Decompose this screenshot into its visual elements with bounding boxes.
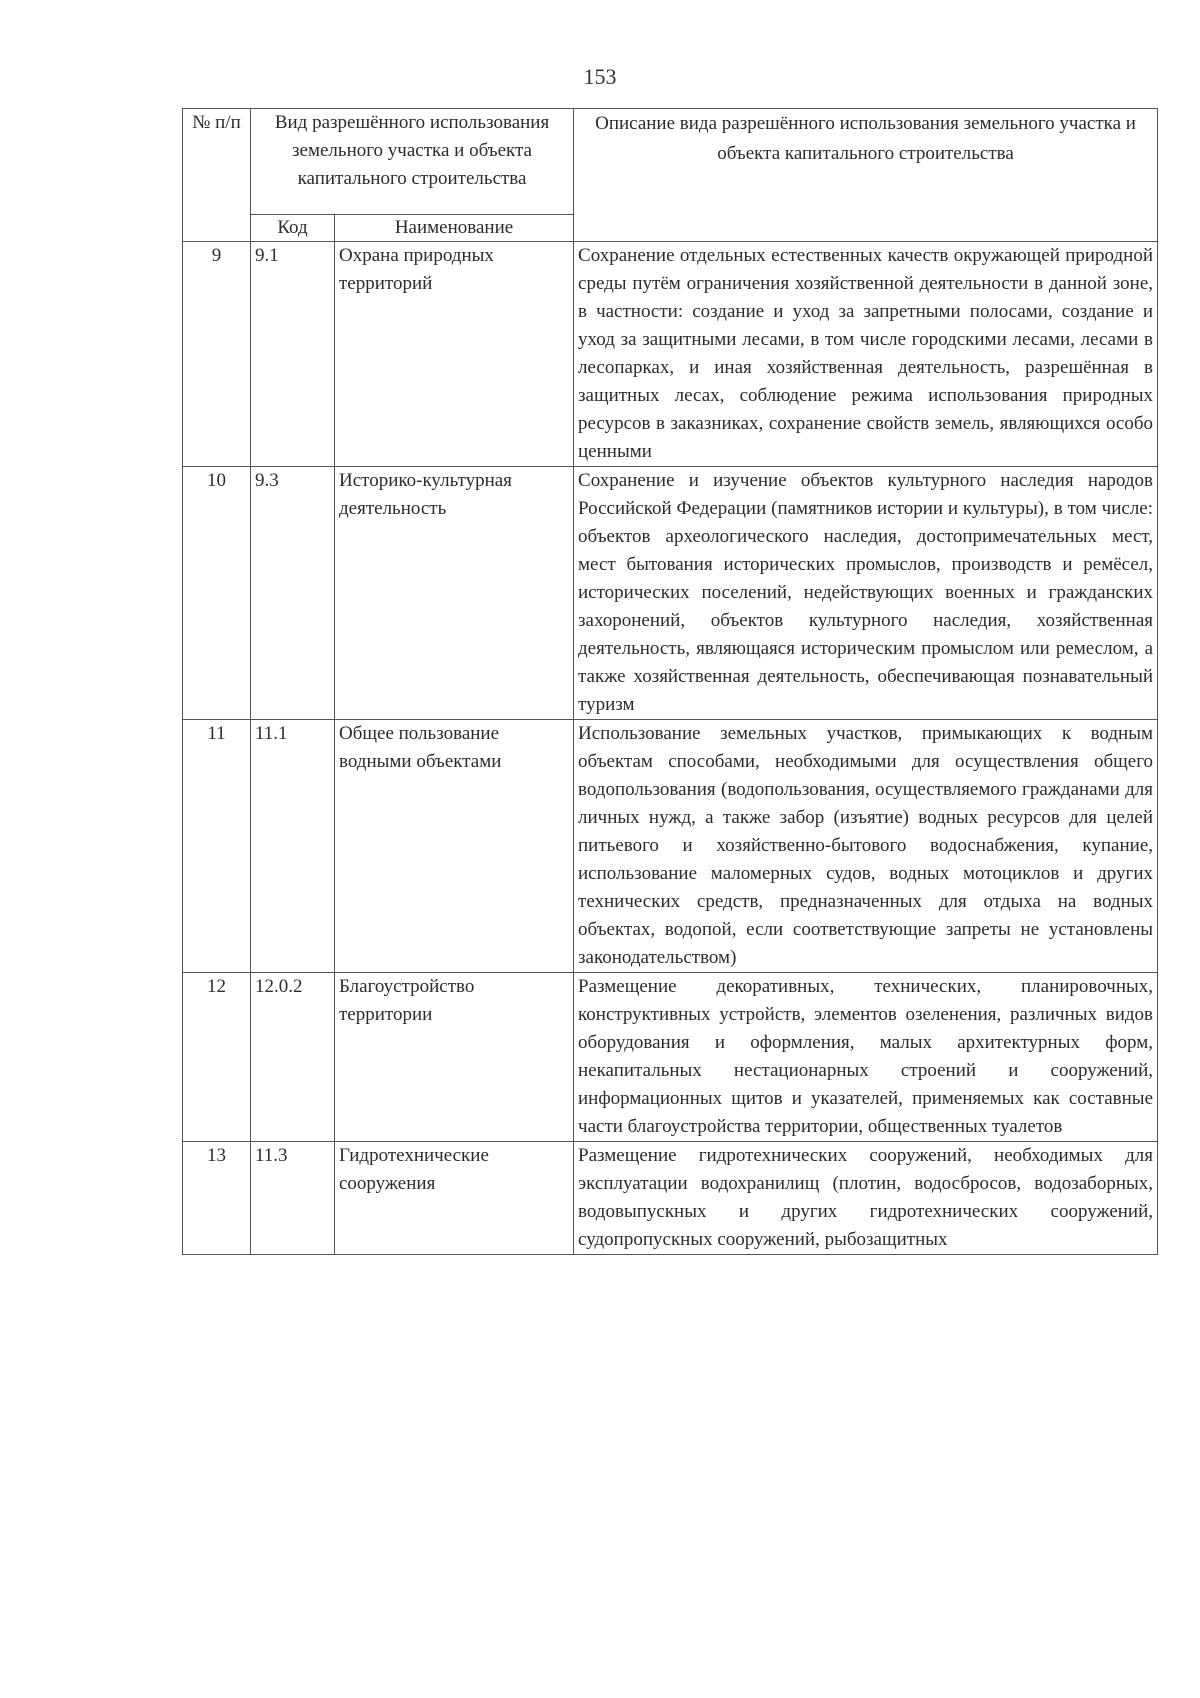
header-name: Наименование — [335, 215, 574, 242]
row-description: Использование земельных участков, примыкающих к водным объектам способами, необходимыми для осуществления общего водопользования (водопользования, осуществляемого гражданами для личных нужд, а также забор (изъятие) водных ресурсов для целей питьевого и хозяйственно-бытового водоснабжения, купание, использование маломерных судов, водных мотоциклов и других технических средств, предназначенных для отдыха на водных объектах, водопой, если соответствующие запреты не установлены законодательством) — [574, 720, 1158, 973]
header-land-use-type: Вид разрешённого использования земельного участка и объекта капитального строительства — [251, 109, 574, 215]
header-description: Описание вида разрешённого использования земельного участка и объекта капитального строительства — [574, 109, 1158, 242]
row-description: Сохранение и изучение объектов культурного наследия народов Российской Федерации (памятников истории и культуры), в том числе: объектов археологического наследия, достопримечательных мест, мест бытования исторических промыслов, производств и ремёсел, исторических поселений, недействующих военных и гражданских захоронений, объектов культурного наследия, хозяйственная деятельность, являющаяся историческим промыслом или ремеслом, а также хозяйственная деятельность, обеспечивающая познавательный туризм — [574, 467, 1158, 720]
header-number: № п/п — [183, 109, 251, 242]
row-code: 11.3 — [251, 1142, 335, 1255]
row-description: Сохранение отдельных естественных качеств окружающей природной среды путём ограничения хозяйственной деятельности в данной зоне, в частности: создание и уход за запретными полосами, создание и уход за защитными лесами, в том числе городскими лесами, лесами в лесопарках, и иная хозяйственная деятельность, разрешённая в защитных лесах, соблюдение режима использования природных ресурсов в заказниках, сохранение свойств земель, являющихся особо ценными — [574, 242, 1158, 467]
row-code: 9.1 — [251, 242, 335, 467]
row-name: Охрана природных территорий — [335, 242, 574, 467]
row-name: Благоустройство территории — [335, 973, 574, 1142]
row-description: Размещение гидротехнических сооружений, необходимых для эксплуатации водохранилищ (плотин, водосбросов, водозаборных, водовыпускных и других гидротехнических сооружений, судопропускных сооружений, рыбозащитных — [574, 1142, 1158, 1255]
row-name: Историко-культурная деятельность — [335, 467, 574, 720]
row-number: 12 — [183, 973, 251, 1142]
table-row — [183, 973, 1158, 1142]
row-name: Гидротехнические сооружения — [335, 1142, 574, 1255]
land-use-table — [182, 108, 1158, 1255]
table-row — [183, 467, 1158, 720]
row-code: 11.1 — [251, 720, 335, 973]
row-number: 13 — [183, 1142, 251, 1255]
page-number: 153 — [583, 64, 617, 89]
row-number: 11 — [183, 720, 251, 973]
row-number: 10 — [183, 467, 251, 720]
row-description: Размещение декоративных, технических, планировочных, конструктивных устройств, элементов озеленения, различных видов оборудования и оформления, малых архитектурных форм, некапитальных нестационарных строений и сооружений, информационных щитов и указателей, применяемых как составные части благоустройства территории, общественных туалетов — [574, 973, 1158, 1142]
row-code: 9.3 — [251, 467, 335, 720]
row-number: 9 — [183, 242, 251, 467]
table-row — [183, 242, 1158, 467]
table-row — [183, 720, 1158, 973]
header-row — [183, 109, 1158, 215]
row-name: Общее пользование водными объектами — [335, 720, 574, 973]
row-code: 12.0.2 — [251, 973, 335, 1142]
header-code: Код — [251, 215, 335, 242]
table-row — [183, 1142, 1158, 1255]
